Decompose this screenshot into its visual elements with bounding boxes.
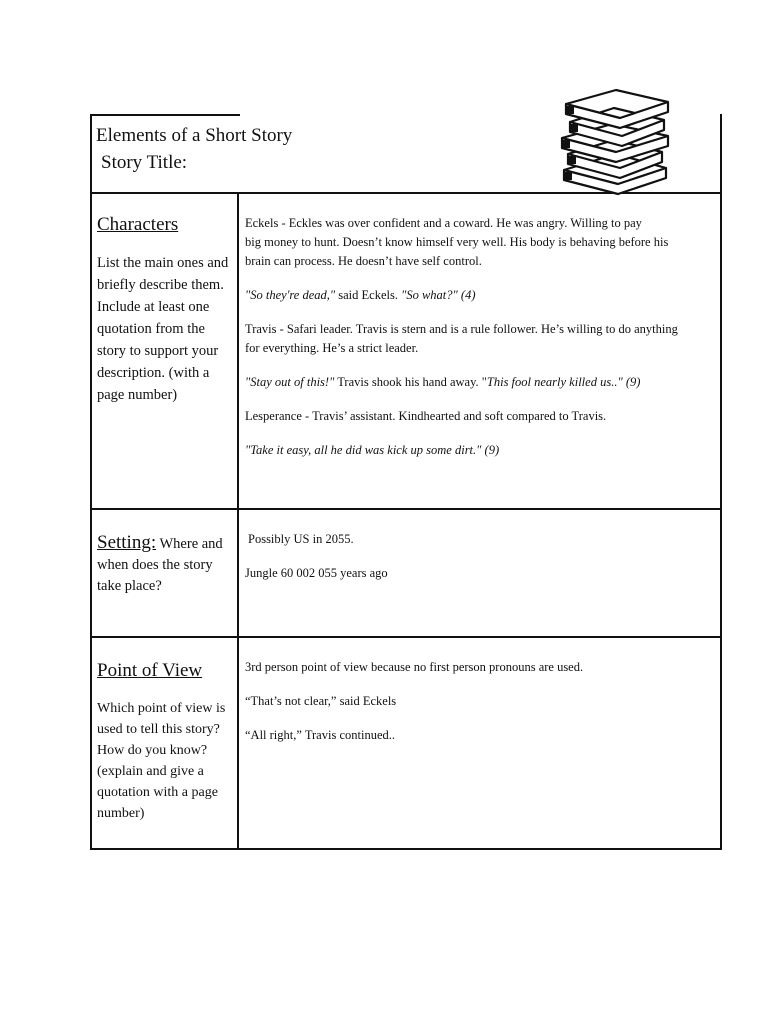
- eckels-quote: "So they're dead," said Eckels. "So what?" (4): [245, 288, 476, 302]
- travis-description: Travis - Safari leader. Travis is stern and is a rule follower. He’s willing to do anything for everything. He’s a strict leader.: [245, 322, 678, 355]
- setting-answer-cell: [245, 530, 717, 598]
- lesperance-description: Lesperance - Travis’ assistant. Kindhearted and soft compared to Travis.: [245, 409, 607, 423]
- lesperance-quote: "Take it easy, all he did was kick up some dirt." (9): [245, 443, 500, 457]
- setting-answer-2: Jungle 60 002 055 years ago: [245, 566, 388, 580]
- pov-heading: Point of View: [97, 660, 203, 681]
- setting-prompt: Where and when does the story take place?: [97, 536, 223, 594]
- stacked-books-icon: [558, 88, 678, 198]
- pov-answer-3: “All right,” Travis continued..: [245, 728, 395, 742]
- column-divider-line: [237, 192, 239, 850]
- characters-heading: Characters: [97, 214, 179, 235]
- characters-prompt: List the main ones and briefly describe them. Include at least one quotation from the story to support your description. (with a page number): [97, 255, 229, 403]
- top-border-line: [90, 114, 240, 116]
- setting-heading: Setting:: [97, 532, 157, 553]
- characters-answer-cell: [245, 214, 717, 475]
- pov-answer-cell: [245, 658, 717, 760]
- pov-label-cell: [97, 660, 233, 824]
- characters-label-cell: [97, 214, 233, 406]
- bottom-border-line: [90, 848, 722, 850]
- right-border-line: [720, 114, 722, 850]
- row-divider-1: [90, 508, 722, 510]
- eckels-description: Eckels - Eckles was over confident and a coward. He was angry. Willing to pay big money to hunt. Doesn’t know himself very well. His body is behaving before his brain can process. He doesn’t have self control.: [245, 216, 669, 268]
- setting-label-cell: [97, 532, 235, 597]
- row-divider-2: [90, 636, 722, 638]
- pov-answer-1: 3rd person point of view because no first person pronouns are used.: [245, 660, 584, 674]
- pov-answer-2: “That’s not clear,” said Eckels: [245, 694, 397, 708]
- pov-prompt: Which point of view is used to tell this story? How do you know? (explain and give a quotation with a page number): [97, 701, 226, 821]
- worksheet-table: [90, 114, 722, 850]
- worksheet-title: Elements of a Short Story: [96, 125, 293, 146]
- header-cell: [96, 122, 556, 190]
- setting-answer-1: Possibly US in 2055.: [248, 532, 354, 546]
- story-title-label: Story Title:: [101, 152, 188, 173]
- travis-quote: "Stay out of this!" Travis shook his hand away. "This fool nearly killed us.." (9): [245, 375, 641, 389]
- left-border-line: [90, 114, 92, 850]
